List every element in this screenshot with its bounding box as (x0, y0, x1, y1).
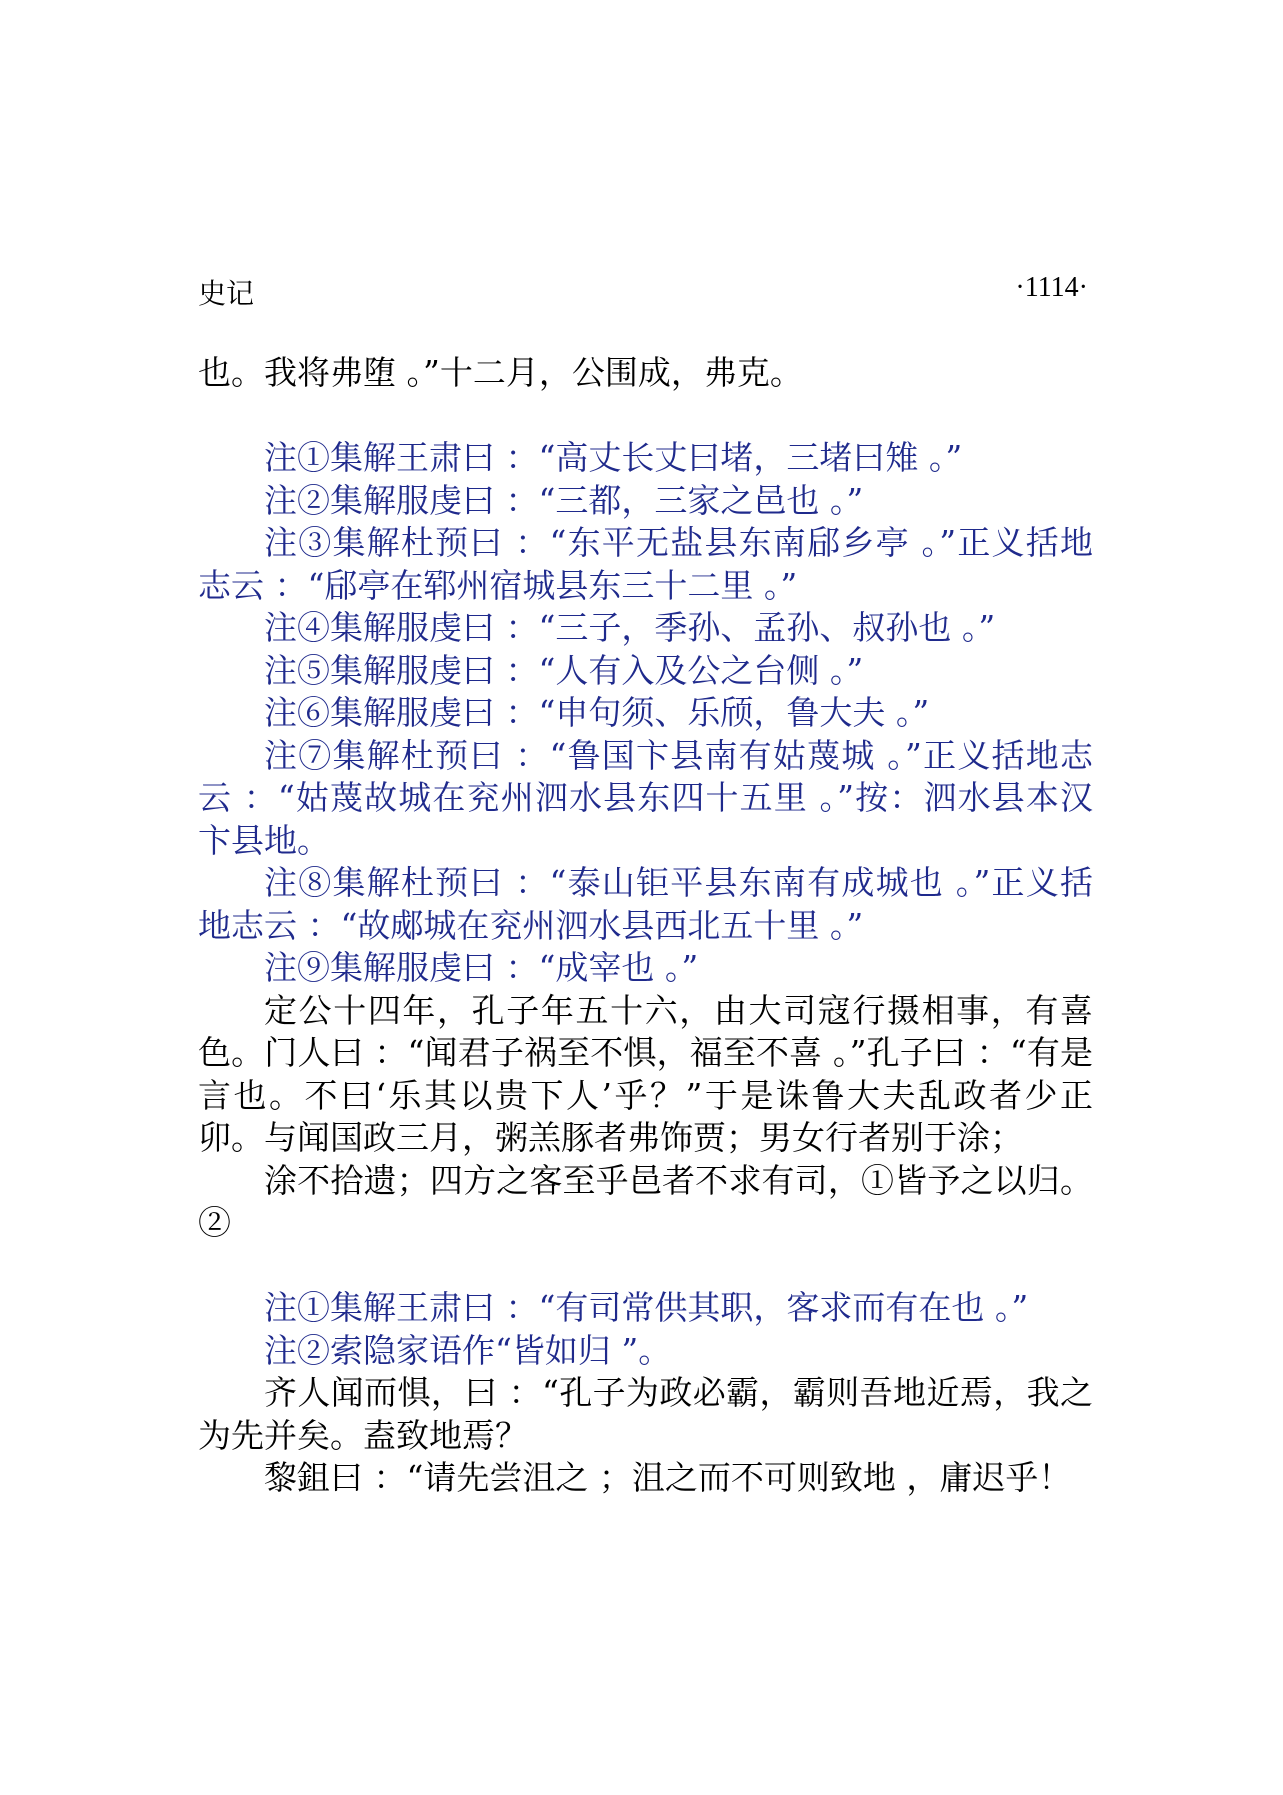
page-header (198, 272, 1088, 312)
annotation-note: 注①集解王肃曰 ：“有司常供其职，客求而有在也 。” (264, 1288, 1029, 1327)
body-paragraph: 涂不拾遗；四方之客至乎邑者不求有司，①皆予之以归。② (198, 1160, 1093, 1242)
page-number: ·1114· (1015, 272, 1088, 303)
annotation-note: 注①集解王肃曰 ：“高丈长丈曰堵，三堵曰雉 。” (264, 438, 963, 477)
annotation-note: 注⑧集解杜预曰 ：“泰山钜平县东南有成城也 。”正义括地志云 ：“故郕城在兖州泗水县西北五十里 。” (198, 863, 1093, 945)
annotation-note: 注②索隐家语作“皆如归 ”。 (264, 1330, 672, 1370)
annotation-note: 注④集解服虔曰 ：“三子，季孙、孟孙、叔孙也 。” (264, 608, 996, 647)
body-paragraph: 也。我将弗堕 。”十二月，公围成，弗克。 (198, 353, 803, 392)
annotation-note: 注③集解杜预曰 ：“东平无盐县东南郈乡亭 。”正义括地志云 ：“郈亭在郓州宿城县东三十二里 。” (198, 523, 1093, 605)
annotation-note: 注⑤集解服虔曰 ：“人有入及公之台侧 。” (264, 650, 864, 690)
annotation-note: 注⑥集解服虔曰 ：“申句须、乐颀，鲁大夫 。” (264, 693, 930, 732)
annotation-note: 注②集解服虔曰 ：“三都，三家之邑也 。” (264, 480, 864, 520)
annotation-note: 注⑦集解杜预曰 ：“鲁国卞县南有姑蔑城 。”正义括地志云 ：“姑蔑故城在兖州泗水县东四十五里 。”按：泗水县本汉卞县地。 (198, 735, 1093, 860)
body-paragraph: 黎鉏曰 ：“请先尝沮之 ；沮之而不可则致地 ，庸迟乎！ (264, 1458, 1072, 1497)
page-body (198, 352, 1093, 1500)
paragraph-gap (198, 1245, 1093, 1288)
paragraph-gap (198, 395, 1093, 438)
annotation-note: 注⑨集解服虔曰 ：“成宰也 。” (264, 948, 699, 987)
body-paragraph: 齐人闻而惧，曰 ：“孔子为政必霸，霸则吾地近焉，我之为先并矣。盍致地焉？ (198, 1373, 1093, 1455)
book-title: 史记 (198, 277, 255, 310)
body-paragraph: 定公十四年，孔子年五十六，由大司寇行摄相事，有喜色。门人曰 ：“闻君子祸至不惧，福至不喜 。”孔子曰 ：“有是言也。不曰‘乐其以贵下人’乎？”于是诛鲁大夫乱政者少正卯。与闻国政三月，粥羔豚者弗饰贾；男女行者别于涂； (198, 990, 1093, 1157)
